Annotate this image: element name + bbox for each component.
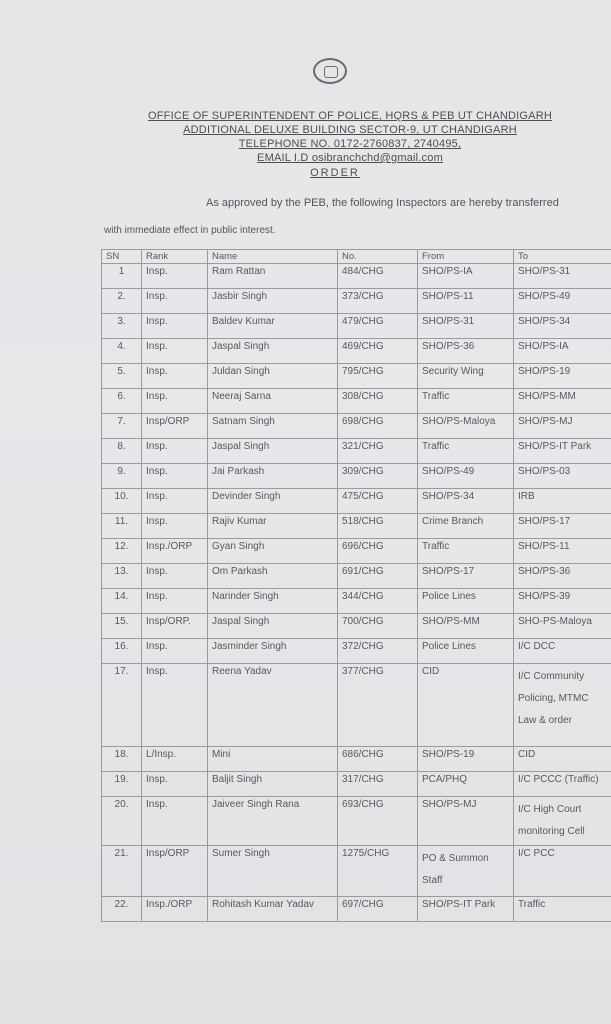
cell-to: Traffic xyxy=(514,897,611,922)
cell-name: Sumer Singh xyxy=(208,846,338,897)
cell-from: SHO/PS-19 xyxy=(418,747,514,772)
cell-sn: 9. xyxy=(102,464,142,489)
cell-number: 372/CHG xyxy=(338,639,418,664)
cell-number: 691/CHG xyxy=(338,564,418,589)
intro-line-1: As approved by the PEB, the following Inspectors are hereby transferred xyxy=(206,197,559,209)
cell-to: SHO/PS-17 xyxy=(514,514,611,539)
cell-number: 693/CHG xyxy=(338,797,418,846)
cell-sn: 7. xyxy=(102,414,142,439)
cell-rank: Insp. xyxy=(142,664,208,747)
cell-from: SHO/PS-IT Park xyxy=(418,897,514,922)
table-row xyxy=(102,664,611,747)
order-title: ORDER xyxy=(310,167,360,179)
table-row xyxy=(102,747,611,772)
cell-rank: Insp. xyxy=(142,589,208,614)
office-telephone: TELEPHONE NO. 0172-2760837, 2740495, xyxy=(238,138,462,150)
cell-sn: 2. xyxy=(102,289,142,314)
cell-number: 317/CHG xyxy=(338,772,418,797)
cell-name: Om Parkash xyxy=(208,564,338,589)
cell-rank: Insp. xyxy=(142,439,208,464)
cell-rank: Insp. xyxy=(142,514,208,539)
cell-from: Police Lines xyxy=(418,589,514,614)
cell-to: SHO/PS-MJ xyxy=(514,414,611,439)
cell-from: PCA/PHQ xyxy=(418,772,514,797)
cell-name: Jaiveer Singh Rana xyxy=(208,797,338,846)
cell-sn: 17. xyxy=(102,664,142,747)
cell-to: SHO/PS-39 xyxy=(514,589,611,614)
cell-name: Baljit Singh xyxy=(208,772,338,797)
cell-number: 321/CHG xyxy=(338,439,418,464)
office-title: OFFICE OF SUPERINTENDENT OF POLICE, HQRS & PEB UT CHANDIGARH xyxy=(148,110,552,122)
cell-sn: 19. xyxy=(102,772,142,797)
cell-sn: 8. xyxy=(102,439,142,464)
cell-rank: L/Insp. xyxy=(142,747,208,772)
table-row xyxy=(102,514,611,539)
cell-from: SHO/PS-MM xyxy=(418,614,514,639)
cell-name: Devinder Singh xyxy=(208,489,338,514)
table-row xyxy=(102,564,611,589)
cell-to: SHO/PS-36 xyxy=(514,564,611,589)
table-row xyxy=(102,314,611,339)
cell-sn: 21. xyxy=(102,846,142,897)
cell-sn: 4. xyxy=(102,339,142,364)
cell-sn: 6. xyxy=(102,389,142,414)
cell-rank: Insp. xyxy=(142,464,208,489)
cell-number: 484/CHG xyxy=(338,264,418,289)
cell-sn: 15. xyxy=(102,614,142,639)
cell-number: 373/CHG xyxy=(338,289,418,314)
cell-from: SHO/PS-31 xyxy=(418,314,514,339)
cell-to: SHO/PS-31 xyxy=(514,264,611,289)
cell-from: SHO/PS-IA xyxy=(418,264,514,289)
cell-name: Reena Yadav xyxy=(208,664,338,747)
cell-number: 475/CHG xyxy=(338,489,418,514)
cell-rank: Insp. xyxy=(142,772,208,797)
cell-from: Traffic xyxy=(418,539,514,564)
cell-number: 696/CHG xyxy=(338,539,418,564)
table-row xyxy=(102,846,611,897)
cell-to: SHO/PS-49 xyxy=(514,289,611,314)
header-sn: SN xyxy=(102,250,142,264)
cell-to: SHO-PS-Maloya xyxy=(514,614,611,639)
cell-name: Juldan Singh xyxy=(208,364,338,389)
cell-rank: Insp./ORP xyxy=(142,539,208,564)
cell-to: I/C Community Policing, MTMC Law & order xyxy=(514,664,611,747)
header-rank: Rank xyxy=(142,250,208,264)
cell-from: SHO/PS-34 xyxy=(418,489,514,514)
cell-name: Jasbir Singh xyxy=(208,289,338,314)
cell-from: Crime Branch xyxy=(418,514,514,539)
cell-number: 308/CHG xyxy=(338,389,418,414)
cell-sn: 22. xyxy=(102,897,142,922)
cell-name: Gyan Singh xyxy=(208,539,338,564)
table-row xyxy=(102,289,611,314)
cell-from: Police Lines xyxy=(418,639,514,664)
cell-name: Narinder Singh xyxy=(208,589,338,614)
cell-sn: 14. xyxy=(102,589,142,614)
cell-rank: Insp. xyxy=(142,339,208,364)
table-row xyxy=(102,614,611,639)
cell-number: 309/CHG xyxy=(338,464,418,489)
cell-rank: Insp./ORP xyxy=(142,897,208,922)
cell-rank: Insp. xyxy=(142,639,208,664)
table-row xyxy=(102,364,611,389)
cell-from: Traffic xyxy=(418,389,514,414)
cell-number: 697/CHG xyxy=(338,897,418,922)
cell-from: CID xyxy=(418,664,514,747)
cell-to: I/C PCC xyxy=(514,846,611,897)
cell-number: 479/CHG xyxy=(338,314,418,339)
table-row xyxy=(102,897,611,922)
cell-rank: Insp. xyxy=(142,289,208,314)
table-row xyxy=(102,339,611,364)
cell-to: SHO/PS-MM xyxy=(514,389,611,414)
cell-number: 377/CHG xyxy=(338,664,418,747)
cell-to: I/C PCCC (Traffic) xyxy=(514,772,611,797)
cell-from: SHO/PS-49 xyxy=(418,464,514,489)
cell-rank: Insp. xyxy=(142,797,208,846)
header-from: From xyxy=(418,250,514,264)
cell-number: 469/CHG xyxy=(338,339,418,364)
cell-sn: 12. xyxy=(102,539,142,564)
cell-from: Traffic xyxy=(418,439,514,464)
table-row xyxy=(102,772,611,797)
cell-rank: Insp. xyxy=(142,364,208,389)
cell-from: SHO/PS-Maloya xyxy=(418,414,514,439)
office-address: ADDITIONAL DELUXE BUILDING SECTOR-9, UT CHANDIGARH xyxy=(183,124,517,136)
cell-name: Rajiv Kumar xyxy=(208,514,338,539)
cell-from: PO & Summon Staff xyxy=(418,846,514,897)
table-row xyxy=(102,639,611,664)
table-row xyxy=(102,264,611,289)
cell-number: 698/CHG xyxy=(338,414,418,439)
cell-rank: Insp. xyxy=(142,314,208,339)
cell-from: SHO/PS-MJ xyxy=(418,797,514,846)
cell-number: 795/CHG xyxy=(338,364,418,389)
cell-sn: 1 xyxy=(102,264,142,289)
table-row xyxy=(102,797,611,846)
cell-to: I/C High Court monitoring Cell xyxy=(514,797,611,846)
cell-rank: Insp/ORP xyxy=(142,414,208,439)
cell-name: Neeraj Sarna xyxy=(208,389,338,414)
cell-name: Jasminder Singh xyxy=(208,639,338,664)
table-row xyxy=(102,539,611,564)
table-body xyxy=(102,264,611,922)
cell-sn: 16. xyxy=(102,639,142,664)
cell-rank: Insp. xyxy=(142,489,208,514)
cell-rank: Insp. xyxy=(142,564,208,589)
cell-name: Jai Parkash xyxy=(208,464,338,489)
cell-number: 344/CHG xyxy=(338,589,418,614)
cell-to: SHO/PS-03 xyxy=(514,464,611,489)
cell-name: Jaspal Singh xyxy=(208,339,338,364)
cell-sn: 13. xyxy=(102,564,142,589)
cell-to: IRB xyxy=(514,489,611,514)
cell-sn: 20. xyxy=(102,797,142,846)
table-row xyxy=(102,464,611,489)
cell-number: 686/CHG xyxy=(338,747,418,772)
cell-to: SHO/PS-19 xyxy=(514,364,611,389)
table-row xyxy=(102,589,611,614)
table-header-row xyxy=(102,250,611,264)
header-to: To xyxy=(514,250,611,264)
cell-sn: 10. xyxy=(102,489,142,514)
cell-from: SHO/PS-36 xyxy=(418,339,514,364)
table-row xyxy=(102,439,611,464)
cell-rank: Insp/ORP xyxy=(142,846,208,897)
cell-from: SHO/PS-17 xyxy=(418,564,514,589)
cell-rank: Insp. xyxy=(142,389,208,414)
cell-from: Security Wing xyxy=(418,364,514,389)
cell-rank: Insp/ORP. xyxy=(142,614,208,639)
cell-to: SHO/PS-IA xyxy=(514,339,611,364)
cell-name: Rohitash Kumar Yadav xyxy=(208,897,338,922)
cell-from: SHO/PS-11 xyxy=(418,289,514,314)
intro-line-2: with immediate effect in public interest. xyxy=(104,225,276,236)
header-number: No. xyxy=(338,250,418,264)
table-row xyxy=(102,489,611,514)
cell-number: 700/CHG xyxy=(338,614,418,639)
cell-name: Ram Rattan xyxy=(208,264,338,289)
cell-to: SHO/PS-11 xyxy=(514,539,611,564)
table-row xyxy=(102,389,611,414)
cell-name: Mini xyxy=(208,747,338,772)
cell-number: 1275/CHG xyxy=(338,846,418,897)
cell-sn: 3. xyxy=(102,314,142,339)
cell-name: Satnam Singh xyxy=(208,414,338,439)
cell-to: SHO/PS-IT Park xyxy=(514,439,611,464)
header-name: Name xyxy=(208,250,338,264)
cell-to: CID xyxy=(514,747,611,772)
cell-name: Jaspal Singh xyxy=(208,439,338,464)
cell-number: 518/CHG xyxy=(338,514,418,539)
office-email: EMAIL I.D osibranchchd@gmail.com xyxy=(257,152,443,164)
emblem-icon xyxy=(313,58,347,84)
table-row xyxy=(102,414,611,439)
cell-to: I/C DCC xyxy=(514,639,611,664)
cell-name: Jaspal Singh xyxy=(208,614,338,639)
cell-sn: 18. xyxy=(102,747,142,772)
cell-to: SHO/PS-34 xyxy=(514,314,611,339)
cell-sn: 11. xyxy=(102,514,142,539)
cell-sn: 5. xyxy=(102,364,142,389)
cell-rank: Insp. xyxy=(142,264,208,289)
transfer-table xyxy=(101,249,611,922)
cell-name: Baldev Kumar xyxy=(208,314,338,339)
